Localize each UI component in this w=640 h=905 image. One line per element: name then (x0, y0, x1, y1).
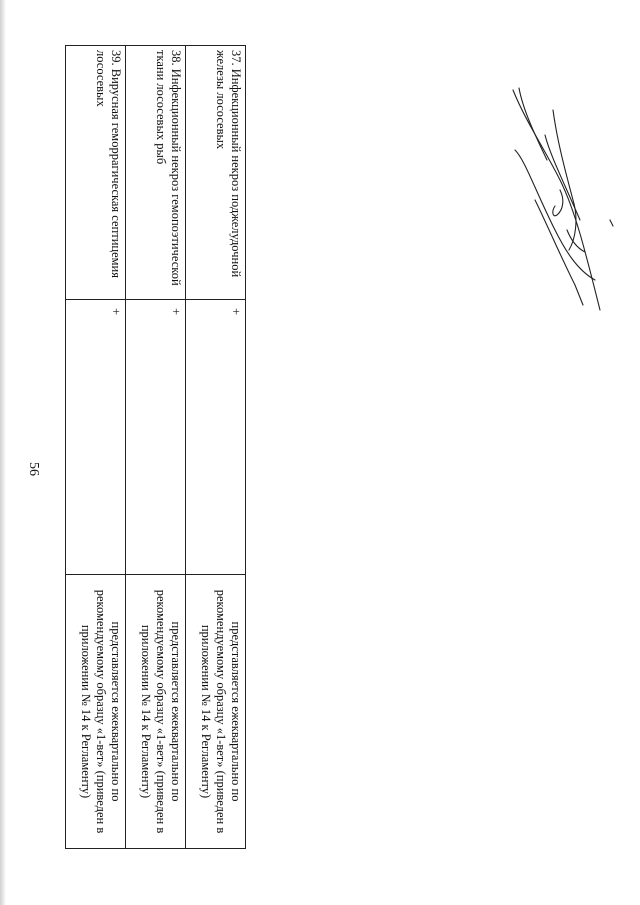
table-cell-disease: 37. Инфекционный некроз поджелудочной железы лососевых (186, 46, 246, 300)
table-cell-frequency: представляется ежеквартально по рекомендуемому образцу «1-вет» (приведен в приложении № 14 к Регламенту) (186, 575, 246, 849)
table-cell-frequency: представляется ежеквартально по рекомендуемому образцу «1-вет» (приведен в приложении № 14 к Регламенту) (126, 575, 186, 849)
disease-reporting-table (65, 45, 246, 849)
table-cell-frequency: представляется ежеквартально по рекомендуемому образцу «1-вет» (приведен в приложении № 14 к Регламенту) (66, 575, 126, 849)
table-row (66, 46, 126, 849)
table-cell-mark: + (66, 300, 126, 575)
table-cell-mark: + (126, 300, 186, 575)
rotated-table-container (65, 45, 246, 834)
table-row (126, 46, 186, 849)
page-edge (0, 0, 6, 905)
handwritten-signature (505, 80, 620, 320)
page-number: 56 (26, 462, 41, 476)
table-cell-disease: 39. Вирусная геморрагическая септицемия лососевых (66, 46, 126, 300)
table-row (186, 46, 246, 849)
table-cell-mark: + (186, 300, 246, 575)
table-cell-disease: 38. Инфекционный некроз гемопоэтической ткани лососевых рыб (126, 46, 186, 300)
